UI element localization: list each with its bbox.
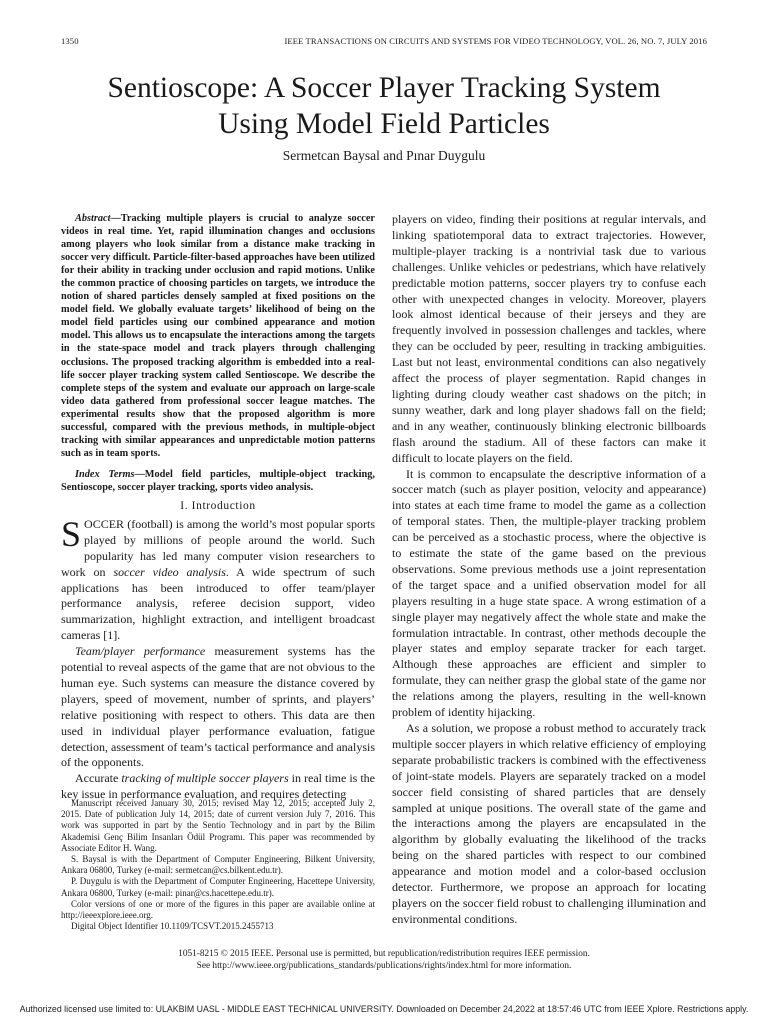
paper-title [40,70,728,142]
copyright-notice [80,948,688,972]
intro-p3-text-b: in real time is the key issue in performance evaluation, and requires detecting [61,771,375,802]
copyright-line-1: 1051-8215 © 2015 IEEE. Personal use is permitted, but republication/redistribution requires IEEE permission. [178,949,590,959]
intro-p1-text-a: OCCER (football) is among the world’s most popular sports played by millions of people around the world. Such popularity has led many computer vision researchers to work on [61,516,375,579]
journal-name: IEEE TRANSACTIONS ON CIRCUITS AND SYSTEMS FOR VIDEO TECHNOLOGY, VOL. 26, NO. 7, JULY 2016 [284,36,707,46]
paper-authors: Sermetcan Baysal and Pınar Duygulu [282,148,486,163]
left-column [61,212,375,803]
index-terms-text: Model field particles, multiple-object tracking, Sentioscope, soccer player tracking, sports video analysis. [61,468,375,493]
paper-title-line-2: Using Model Field Particles [218,108,550,140]
index-terms-dash: — [134,468,145,480]
index-terms-label: Index Terms [75,468,135,480]
right-column [392,212,706,928]
footnote-author-duygulu: P. Duygulu is with the Department of Computer Engineering, Hacettepe University, Ankara 06800, Turkey (e-mail: pinar@cs.hacettepe.edu.tr). [61,876,375,898]
section-heading-introduction: I. Introduction [180,499,256,512]
copyright-line-2: See http://www.ieee.org/publications_standards/publications/rights/index.html for more information. [196,961,572,971]
drop-cap: S [61,513,82,554]
intro-p1-text-b: . A wide spectrum of such applications has been introduced to offer team/player performance analysis, referee decision support, video summarization, highlight extraction, and intelligent broadcast cameras [1]. [61,564,375,643]
page-number: 1350 [61,36,79,46]
footnote-author-baysal: S. Baysal is with the Department of Computer Engineering, Bilkent University, Ankara 06800, Turkey (e-mail: sermetcan@cs.bilkent.edu.tr). [61,854,375,876]
intro-paragraph-1 [61,513,375,644]
paper-title-line-1: Sentioscope: A Soccer Player Tracking System [107,72,661,104]
first-page-footnotes [61,798,375,932]
right-paragraph-1: players on video, finding their positions at regular intervals, and linking spatiotemporal data to extract trajectories. However, multiple-player tracking is a nontrivial task due to various challenges. Unlike vehicles or pedestrians, which have relatively predictable motion patterns, soccer players try to confuse each other with unexpected changes in velocity. Moreover, players look almost identical because of their jerseys and they are frequently involved in possession challenges and tackles, where they can be occluded by peer, resulting in tracking ambiguities. Last but not least, environmental conditions can also negatively affect the process of player segmentation. Rapid changes in lighting during cloudy weather cast shadows on the pitch; in sunny weather, dark and long player shadows fall on the field; and in any weather, continuously blinking electronic billboards flash around the stadium. All of these factors can make it difficult to locate players on the field. [392,212,706,465]
intro-p1-italic: soccer video analysis [113,564,226,579]
intro-p2-text: measurement systems has the potential to reveal aspects of the game that are not obvious to the human eye. Such systems can measure the distance covered by players, speed of movement, number of sprints, and players’ relative positioning with respect to others. This data are then used in individual player performance evaluation, fatigue detection, assessment of team’s tactical performance and analysis of the opponents. [61,644,375,770]
intro-p3-text-a: Accurate [75,771,122,786]
intro-p3-italic: tracking of multiple soccer players [121,771,289,786]
license-notice: Authorized licensed use limited to: ULAKBIM UASL - MIDDLE EAST TECHNICAL UNIVERSITY. Downloaded on December 24,2022 at 18:57:46 UTC from IEEE Xplore. Restrictions apply. [19,1004,749,1014]
intro-p2-italic: Team/player performance [75,644,206,659]
abstract-text: Tracking multiple players is crucial to analyze soccer videos in real time. Yet, rapid illumination changes and occlusions among players who look similar from a distance make tracking in soccer very difficult. Particle-filter-based approaches have been utilized for their ability in tracking under occlusion and rapid motions. Unlike the common practice of choosing particles on targets, we introduce the notion of shared particles densely sampled at fixed positions on the model field. We globally evaluate targets’ likelihood of being on the model field particles using our combined appearance and motion model. This allows us to encapsulate the interactions among the targets in the state-space model and track players through challenging occlusions. The proposed tracking algorithm is embedded into a real-life soccer player tracking system called Sentioscope. We describe the complete steps of the system and evaluate our approach on large-scale video data gathered from professional soccer league matches. The experimental results show that the proposed algorithm is more successful, compared with the previous methods, in multiple-object tracking with similar appearances and unpredictable motion patterns such as in team sports. [61,213,375,459]
index-terms [61,468,375,494]
right-paragraph-3: As a solution, we propose a robust method to accurately track multiple soccer players in which relative efficiency of employing separate probabilistic trackers is combined with the effectiveness of joint-state models. Players are separately tracked on a model soccer field consisting of shared particles that are densely sampled at unique positions. The overall state of the game and the interactions among the players are encapsulated in the algorithm by globally evaluating the likelihood of the tracks being on the shared particles with respect to our combined appearance and motion model and a color-based occlusion detector. Furthermore, we propose an approach for locating players on the soccer field robust to challenging illumination and environmental conditions. [392,721,706,926]
abstract-dash: — [110,213,121,224]
intro-paragraph-2 [61,644,375,771]
abstract [61,212,375,460]
footnote-doi: Digital Object Identifier 10.1109/TCSVT.2015.2455713 [71,921,274,932]
abstract-label: Abstract [75,213,111,224]
right-paragraph-2: It is common to encapsulate the descriptive information of a soccer match (such as player position, velocity and appearance) into states at each time frame to model the game as a collection of temporal states. Then, the multiple-player tracking problem can be perceived as a stochastic process, where the objective is to estimate the state of the game based on the previous observations. Some previous methods use a joint representation of the target space and a unified observation model for all players resulting in a huge state space. A wrong estimation of a single player may negatively affect the whole state and make the formulation intractable. In contrast, other methods decouple the player states and employ separate tracker for each target. Although these approaches are efficient and simpler to formulate, they can neither grasp the global state of the game nor the relations among the players, resulting in the well-known problem of identity hijacking. [392,466,706,720]
running-header [61,36,707,50]
footnote-color-versions: Color versions of one or more of the figures in this paper are available online at http://ieeexplore.ieee.org. [61,898,375,921]
footnote-manuscript: Manuscript received January 30, 2015; revised May 12, 2015; accepted July 2, 2015. Date of publication July 14, 2015; date of current version July 7, 2016. This work was supported in part by the Sentio Technology and in part by the Bilim Akademisi Genç Bilim Insanları Ödül Programı. This paper was recommended by Associate Editor H. Wang. [61,798,375,853]
